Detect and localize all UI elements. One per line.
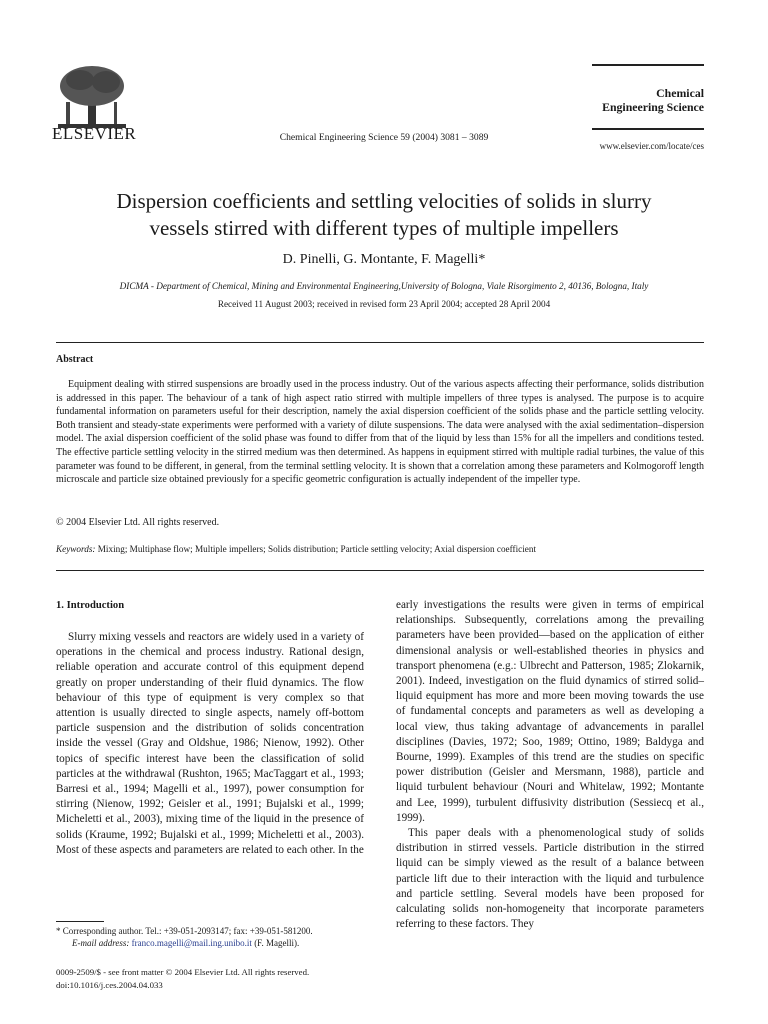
email-link[interactable]: franco.magelli@mail.ing.unibo.it bbox=[131, 938, 252, 948]
issn-line: 0009-2509/$ - see front matter © 2004 Elsevier Ltd. All rights reserved. bbox=[56, 967, 310, 977]
section-heading: 1. Introduction bbox=[56, 600, 125, 611]
keywords-label: Keywords: bbox=[56, 544, 96, 554]
divider-top bbox=[56, 342, 704, 343]
received-dates: Received 11 August 2003; received in revised form 23 April 2004; accepted 28 April 2004 bbox=[217, 299, 551, 309]
journal-citation: Chemical Engineering Science 59 (2004) 3081 – 3089 bbox=[279, 132, 489, 143]
publisher-name: ELSEVIER bbox=[52, 124, 137, 143]
issn-doi bbox=[56, 966, 309, 992]
journal-name-line1: Chemical bbox=[656, 86, 704, 100]
intro-paragraph-1: Slurry mixing vessels and reactors are widely used in a variety of operations in the chemical and process industry. Rational design, reliable operation and accurate control of this equipment depend greatly on proper understanding of their fluid dynamics. The flow behaviour of this type of equipment is very complex so that attention is usually directed to single aspects, namely off-bottom particle suspension and the distribution of solids concentration inside the vessel (Gray and Oldshue, 1986; Nienow, 1992). Other topics of specific interest have been the classification of solid particles at the withdrawal (Rushton, 1965; MacTaggart et al., 1993; Barresi et al., 1994; Magelli et al., 1997), power consumption for stirring (Nienow, 1992; Geisler et al., 1991; Bujalski et al., 1999; Micheletti et al., 2003), mixing time of the liquid in the presence of solids (Kraume, 1992; Bujalski et al., 1999; Micheletti et al., 2003). Most of these aspects and parameters are related to each other. In the bbox=[56, 631, 364, 856]
abstract-heading: Abstract bbox=[56, 354, 94, 365]
title-line2: vessels stirred with different types of multiple impellers bbox=[149, 216, 619, 240]
divider-bottom bbox=[56, 570, 704, 571]
abstract-text: Equipment dealing with stirred suspensions are broadly used in the process industry. Out of the various aspects affecting their performance, solids distribution is addressed in this paper. The behaviour of a tank of high aspect ratio stirred with multiple impellers of three types is analysed. The purpose is to acquire fundamental information on parameters useful for their description, namely the axial dispersion coefficient of the solids phase and the particle settling velocity. Both transient and steady-state experiments were performed with a variety of dilute suspensions. The data were analysed with the axial sedimentation–dispersion model. The axial dispersion coefficient of the solid phase was found to differ from that of the liquid by less than 15% for all the impellers and conditions tested. The effective particle settling velocity in the stirred medium was then determined. As happens in equipment stirred with multiple radial turbines, the value of this parameter was found to be different, in general, from the terminal settling velocity. It is shown that a correlation among these parameters and Kolmogoroff length microscale and particle size obtained previously for a specific geometric configuration is actually independent of the impeller type. bbox=[56, 379, 704, 486]
journal-name bbox=[592, 86, 704, 114]
intro-paragraph-3: This paper deals with a phenomenological study of solids distribution in stirred vessels. Particle distribution in the stirred liquid can be simply viewed as the result of a balance between particle lift due to their interaction with the liquid and turbulence and particle settling. Several models have been proposed for calculating solids non-homogeneity that incorporate parameters referring to these factors. They bbox=[396, 827, 704, 931]
email-suffix: (F. Magelli). bbox=[254, 938, 300, 948]
column-left bbox=[56, 630, 364, 858]
title-line1: Dispersion coefficients and settling velocities of solids in slurry bbox=[116, 189, 652, 213]
doi-line: doi:10.1016/j.ces.2004.04.033 bbox=[56, 980, 163, 990]
column-right bbox=[396, 598, 704, 932]
journal-name-line2: Engineering Science bbox=[602, 100, 704, 114]
abstract-copyright: © 2004 Elsevier Ltd. All rights reserved. bbox=[56, 517, 220, 528]
keywords bbox=[56, 544, 536, 554]
email-label: E-mail address: bbox=[72, 938, 130, 948]
authors: D. Pinelli, G. Montante, F. Magelli* bbox=[282, 252, 486, 267]
email-line bbox=[72, 938, 299, 948]
affiliation: DICMA - Department of Chemical, Mining and Environmental Engineering,University of Bologna, Viale Risorgimento 2, 40136, Bologna, Italy bbox=[119, 281, 649, 291]
article-title bbox=[40, 188, 728, 242]
intro-paragraph-2: early investigations the results were given in terms of empirical relationships. Subsequently, correlations among the prevailing parameters have been provided—based on the application of either dimensional analysis or well-established theories in physics and transport phenomena (e.g.: Ulbrecht and Patterson, 1985; Zlokarnik, 2001). Indeed, investigation on the fluid dynamics of stirred solid–liquid equipment has more and more been moving towards the use of fundamental concepts and parameters as well as developing a local view, thus taking advantage of advancements in parallel disciplines (Davies, 1972; Soo, 1989; Ottino, 1989; Baldyga and Bourne, 1999). Examples of this trend are the studies on specific power distribution (Geisler and Mersmann, 1988), particle and liquid turbulent behaviour (Nouri and Whitelaw, 1992; Montante and Lee, 1999), turbulent diffusivity distribution (Sessiecq et al., 1999). bbox=[396, 599, 704, 824]
keywords-list: Mixing; Multiphase flow; Multiple impellers; Solids distribution; Particle settling velocity; Axial dispersion coefficient bbox=[97, 544, 536, 554]
corresponding-author: * Corresponding author. Tel.: +39-051-2093147; fax: +39-051-581200. bbox=[56, 926, 313, 936]
journal-url[interactable]: www.elsevier.com/locate/ces bbox=[599, 141, 704, 151]
footnote-rule bbox=[56, 921, 104, 922]
